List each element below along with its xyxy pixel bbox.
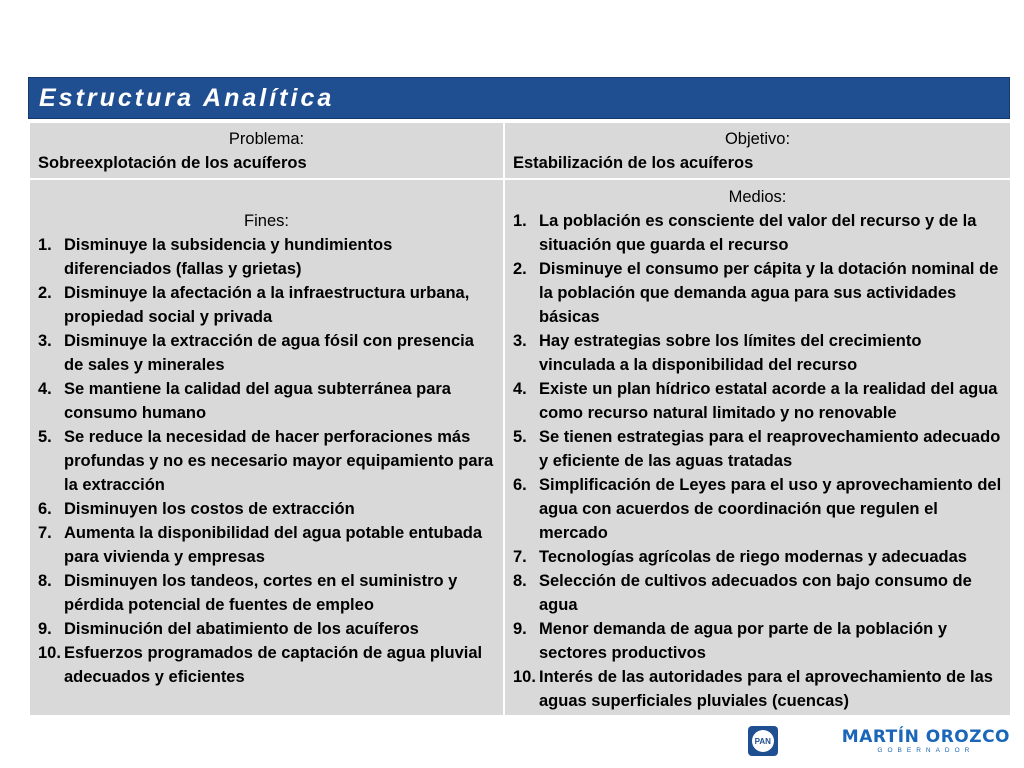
fines-label: Fines: xyxy=(244,212,289,230)
fines-list-item xyxy=(38,641,495,689)
medios-list-item xyxy=(513,665,1002,713)
fines-list-item xyxy=(38,617,495,641)
medios-list-item xyxy=(513,569,1002,617)
medios-item-text: Disminuye el consumo per cápita y la dotación nominal de la población que demanda agua para sus actividades básicas xyxy=(539,260,999,326)
objetivo-label: Objetivo: xyxy=(724,130,791,148)
problema-label: Problema: xyxy=(228,130,305,148)
fines-item-number: 8. xyxy=(38,572,52,590)
medios-list-item xyxy=(513,473,1002,545)
analytic-structure-table xyxy=(28,121,1012,717)
fines-item-text: Disminuye la afectación a la infraestructura urbana, propiedad social y privada xyxy=(64,284,470,326)
medios-item-text: Menor demanda de agua por parte de la población y sectores productivos xyxy=(539,620,947,662)
fines-item-text: Esfuerzos programados de captación de agua pluvial adecuados y eficientes xyxy=(64,644,483,686)
title-bar xyxy=(28,77,1010,119)
medios-list-item xyxy=(513,257,1002,329)
medios-cell xyxy=(504,179,1011,716)
medios-item-number: 8. xyxy=(513,572,527,590)
pan-logo xyxy=(748,726,778,756)
page-title: Estructura Analítica xyxy=(39,84,335,112)
fines-list-item xyxy=(38,497,495,521)
fines-item-text: Se mantiene la calidad del agua subterránea para consumo humano xyxy=(64,380,451,422)
problema-value: Sobreexplotación de los acuíferos xyxy=(38,154,307,172)
fines-item-number: 10. xyxy=(38,644,61,662)
fines-item-number: 3. xyxy=(38,332,52,350)
medios-item-text: Se tienen estrategias para el reaprovechamiento adecuado y eficiente de las aguas tratadas xyxy=(539,428,1001,470)
medios-item-number: 7. xyxy=(513,548,527,566)
fines-item-text: Se reduce la necesidad de hacer perforaciones más profundas y no es necesario mayor equipamiento para la extracción xyxy=(64,428,494,494)
fines-item-number: 5. xyxy=(38,428,52,446)
medios-item-text: Simplificación de Leyes para el uso y aprovechamiento del agua con acuerdos de coordinación que regulen el mercado xyxy=(539,476,1002,542)
table-row-header xyxy=(29,122,1011,179)
fines-list-item xyxy=(38,569,495,617)
medios-label: Medios: xyxy=(728,188,787,206)
fines-item-number: 4. xyxy=(38,380,52,398)
medios-item-number: 2. xyxy=(513,260,527,278)
medios-item-text: Tecnologías agrícolas de riego modernas y adecuadas xyxy=(539,548,967,566)
brand-logo xyxy=(842,728,1010,755)
table-row-body xyxy=(29,179,1011,716)
fines-item-text: Disminución del abatimiento de los acuíferos xyxy=(64,620,419,638)
fines-item-text: Disminuye la extracción de agua fósil con presencia de sales y minerales xyxy=(64,332,474,374)
brand-name: MARTÍN OROZCO xyxy=(841,726,1010,747)
medios-list xyxy=(513,209,1002,713)
objetivo-value: Estabilización de los acuíferos xyxy=(513,154,754,172)
medios-item-text: La población es consciente del valor del recurso y de la situación que guarda el recurso xyxy=(539,212,977,254)
medios-list-item xyxy=(513,329,1002,377)
medios-list-item xyxy=(513,377,1002,425)
medios-item-number: 4. xyxy=(513,380,527,398)
fines-list-item xyxy=(38,425,495,497)
fines-list-item xyxy=(38,233,495,281)
fines-list-item xyxy=(38,281,495,329)
medios-item-number: 3. xyxy=(513,332,527,350)
medios-item-text: Interés de las autoridades para el aprovechamiento de las aguas superficiales pluviales (cuencas) xyxy=(539,668,993,710)
fines-item-number: 1. xyxy=(38,236,52,254)
medios-item-text: Existe un plan hídrico estatal acorde a la realidad del agua como recurso natural limitado y no renovable xyxy=(539,380,998,422)
medios-list-item xyxy=(513,617,1002,665)
medios-item-number: 6. xyxy=(513,476,527,494)
medios-list-item xyxy=(513,545,1002,569)
fines-item-text: Disminuye la subsidencia y hundimientos diferenciados (fallas y grietas) xyxy=(64,236,393,278)
fines-item-number: 6. xyxy=(38,500,52,518)
fines-item-text: Disminuyen los tandeos, cortes en el suministro y pérdida potencial de fuentes de empleo xyxy=(64,572,458,614)
fines-item-number: 9. xyxy=(38,620,52,638)
medios-item-text: Selección de cultivos adecuados con bajo consumo de agua xyxy=(539,572,972,614)
medios-item-text: Hay estrategias sobre los límites del crecimiento vinculada a la disponibilidad del recurso xyxy=(539,332,922,374)
fines-item-text: Aumenta la disponibilidad del agua potable entubada para vivienda y empresas xyxy=(64,524,483,566)
objetivo-cell xyxy=(504,122,1011,179)
medios-item-number: 10. xyxy=(513,668,536,686)
problema-cell xyxy=(29,122,504,179)
fines-item-text: Disminuyen los costos de extracción xyxy=(64,500,355,518)
fines-item-number: 7. xyxy=(38,524,52,542)
medios-item-number: 9. xyxy=(513,620,527,638)
medios-item-number: 5. xyxy=(513,428,527,446)
brand-subtitle: GOBERNADOR xyxy=(877,746,975,754)
fines-cell xyxy=(29,179,504,716)
medios-list-item xyxy=(513,209,1002,257)
fines-list-item xyxy=(38,329,495,377)
medios-list-item xyxy=(513,425,1002,473)
fines-list-item xyxy=(38,377,495,425)
fines-list-item xyxy=(38,521,495,569)
medios-item-number: 1. xyxy=(513,212,527,230)
fines-item-number: 2. xyxy=(38,284,52,302)
fines-list xyxy=(38,233,495,689)
pan-logo-text: PAN xyxy=(754,736,771,746)
footer-logos xyxy=(748,724,1010,758)
